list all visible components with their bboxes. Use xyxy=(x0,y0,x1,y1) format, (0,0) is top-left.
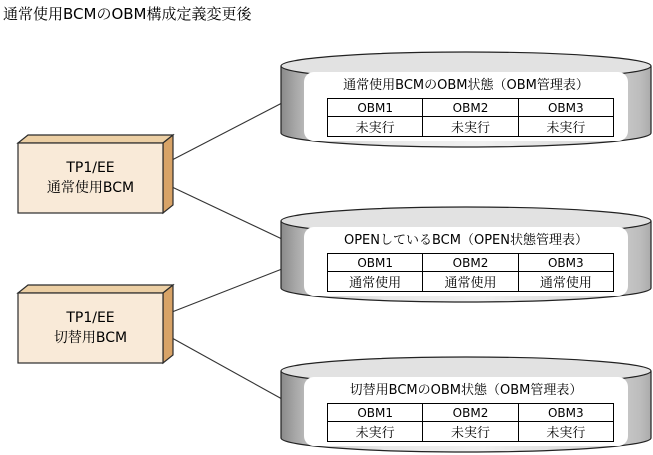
table-value-cell: 未実行 xyxy=(423,422,518,442)
cylinder-1-table xyxy=(327,98,614,137)
table-value-cell: 未実行 xyxy=(518,422,613,442)
cylinder-3-title: 切替用BCMのOBM状態（OBM管理表） xyxy=(349,383,583,398)
table-header-cell: OBM3 xyxy=(518,99,613,117)
server-box-2-top-face xyxy=(18,285,173,293)
server-box-1-label-line2: 通常使用BCM xyxy=(46,180,135,196)
table-value-cell: 未実行 xyxy=(423,117,518,137)
server-box-1-label xyxy=(18,143,163,213)
table-value-cell: 通常使用 xyxy=(423,272,518,292)
table-header-cell: OBM3 xyxy=(518,254,613,272)
connector-box1-cylinder2 xyxy=(172,187,282,239)
connector-box2-cylinder3 xyxy=(172,338,282,399)
table-header-row xyxy=(328,404,614,422)
cylinder-3-table xyxy=(327,403,614,442)
server-box-1-top-face xyxy=(18,135,173,143)
table-value-row xyxy=(328,117,614,137)
table-value-row xyxy=(328,422,614,442)
server-box-1-side-face xyxy=(163,135,173,213)
cylinder-2-title: OPENしているBCM（OPEN状態管理表） xyxy=(343,233,588,248)
cylinder-2-table xyxy=(327,253,614,292)
table-header-cell: OBM2 xyxy=(423,404,518,422)
page-title: 通常使用BCMのOBM構成定義変更後 xyxy=(3,5,252,23)
table-value-cell: 未実行 xyxy=(328,422,423,442)
table-value-cell: 通常使用 xyxy=(518,272,613,292)
table-header-cell: OBM3 xyxy=(518,404,613,422)
table-header-cell: OBM2 xyxy=(423,99,518,117)
table-value-cell: 通常使用 xyxy=(328,272,423,292)
table-header-cell: OBM1 xyxy=(328,99,423,117)
server-box-2-label xyxy=(18,293,163,363)
table-header-cell: OBM2 xyxy=(423,254,518,272)
server-box-2-label-line1: TP1/EE xyxy=(66,310,115,326)
table-value-cell: 未実行 xyxy=(328,117,423,137)
table-header-row xyxy=(328,99,614,117)
table-header-cell: OBM1 xyxy=(328,254,423,272)
table-value-cell: 未実行 xyxy=(518,117,613,137)
server-box-1-label-line1: TP1/EE xyxy=(66,160,115,176)
server-box-2-label-line2: 切替用BCM xyxy=(53,330,128,346)
server-box-2-side-face xyxy=(163,285,173,363)
connector-box1-cylinder1 xyxy=(172,103,282,160)
table-header-row xyxy=(328,254,614,272)
table-header-cell: OBM1 xyxy=(328,404,423,422)
connector-box2-cylinder2 xyxy=(172,269,282,312)
table-value-row xyxy=(328,272,614,292)
cylinder-1-title: 通常使用BCMのOBM状態（OBM管理表） xyxy=(343,78,589,93)
